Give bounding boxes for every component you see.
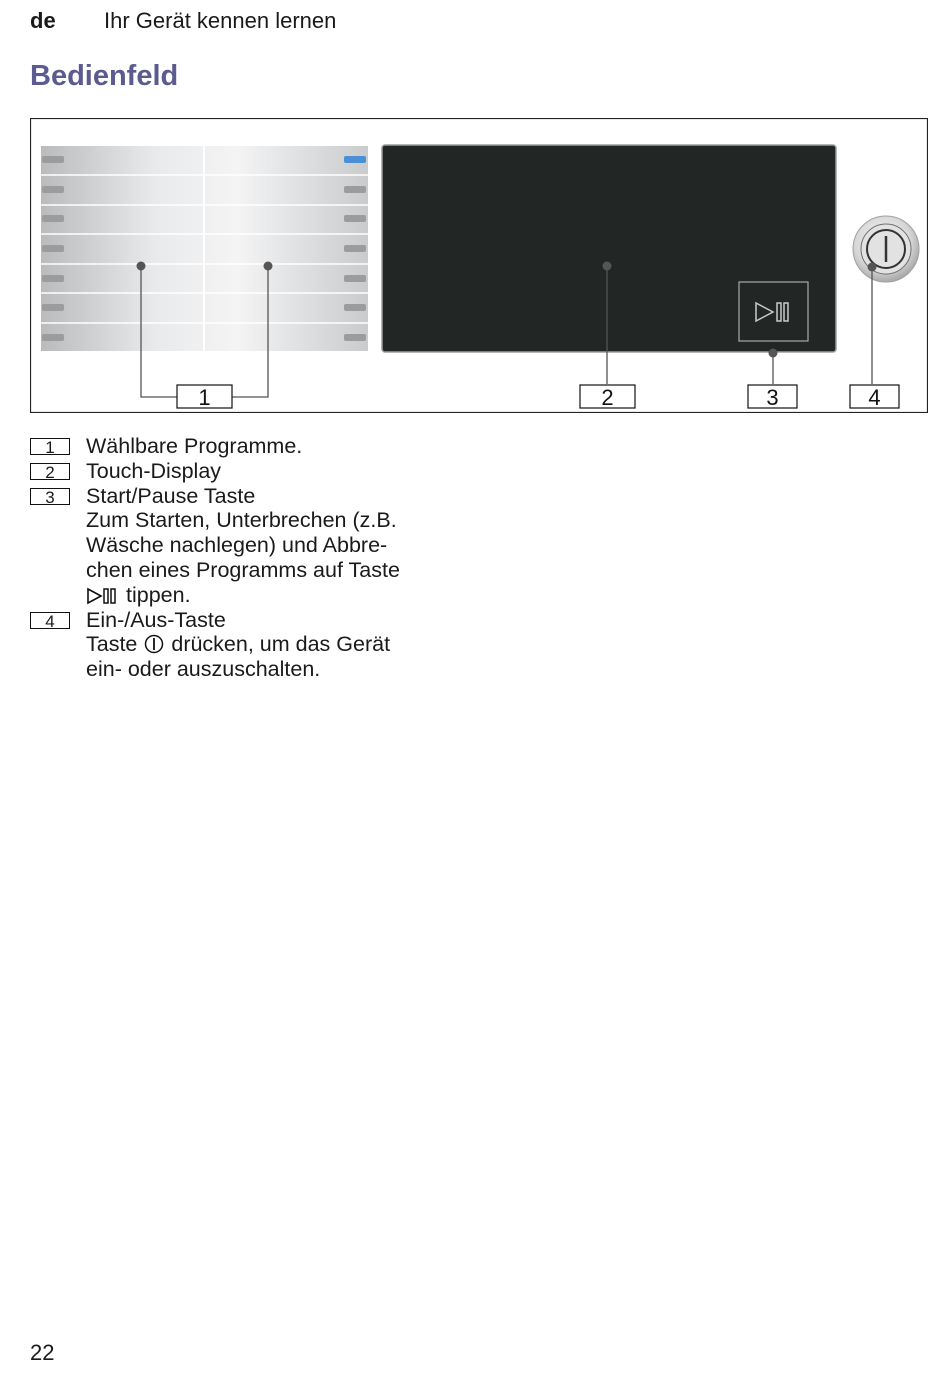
section-title: Bedienfeld (30, 60, 179, 92)
callout-box-1 (177, 385, 232, 410)
legend-number: 3 (30, 488, 70, 505)
legend-inline-text: tippen. (125, 582, 191, 607)
control-panel-figure (30, 118, 928, 413)
legend-item (30, 608, 470, 682)
legend-description-line: Zum Starten, Unterbrechen (z.B. (86, 508, 397, 533)
legend-item (30, 434, 470, 459)
power-button (853, 216, 919, 282)
legend-description-line: ein- oder auszuschalten. (86, 657, 321, 682)
legend-title: Start/Pause Taste (86, 483, 256, 508)
language-code: de (30, 8, 56, 33)
svg-text:2: 2 (601, 385, 614, 410)
svg-text:4: 4 (868, 385, 881, 410)
legend-item (30, 484, 470, 608)
callout-box-3 (748, 385, 797, 410)
legend-item (30, 459, 470, 484)
legend (30, 434, 470, 682)
legend-description-line: chen eines Programms auf Taste (86, 557, 400, 582)
power-icon (143, 634, 165, 654)
callout-box-2 (580, 385, 635, 410)
legend-number: 2 (30, 463, 70, 480)
legend-description-line (86, 632, 390, 657)
callout-box-4 (850, 385, 899, 410)
svg-text:1: 1 (198, 385, 211, 410)
svg-text:3: 3 (766, 385, 779, 410)
touch-display (382, 145, 836, 352)
legend-title: Touch-Display (86, 458, 222, 483)
program-selector-panel (41, 146, 368, 351)
legend-inline-text: drücken, um das Gerät (171, 632, 391, 657)
play-pause-icon (86, 587, 120, 605)
legend-number: 1 (30, 438, 70, 455)
active-program-led (344, 156, 366, 163)
page-number: 22 (30, 1340, 55, 1365)
running-header: Ihr Gerät kennen lernen (104, 8, 337, 33)
legend-title: Wählbare Programme. (86, 434, 303, 458)
legend-inline-text: Taste (86, 632, 138, 657)
legend-description-line (86, 583, 400, 608)
legend-description-line: Wäsche nachlegen) und Abbre- (86, 533, 388, 558)
legend-number: 4 (30, 612, 70, 629)
legend-title: Ein-/Aus-Taste (86, 607, 226, 632)
